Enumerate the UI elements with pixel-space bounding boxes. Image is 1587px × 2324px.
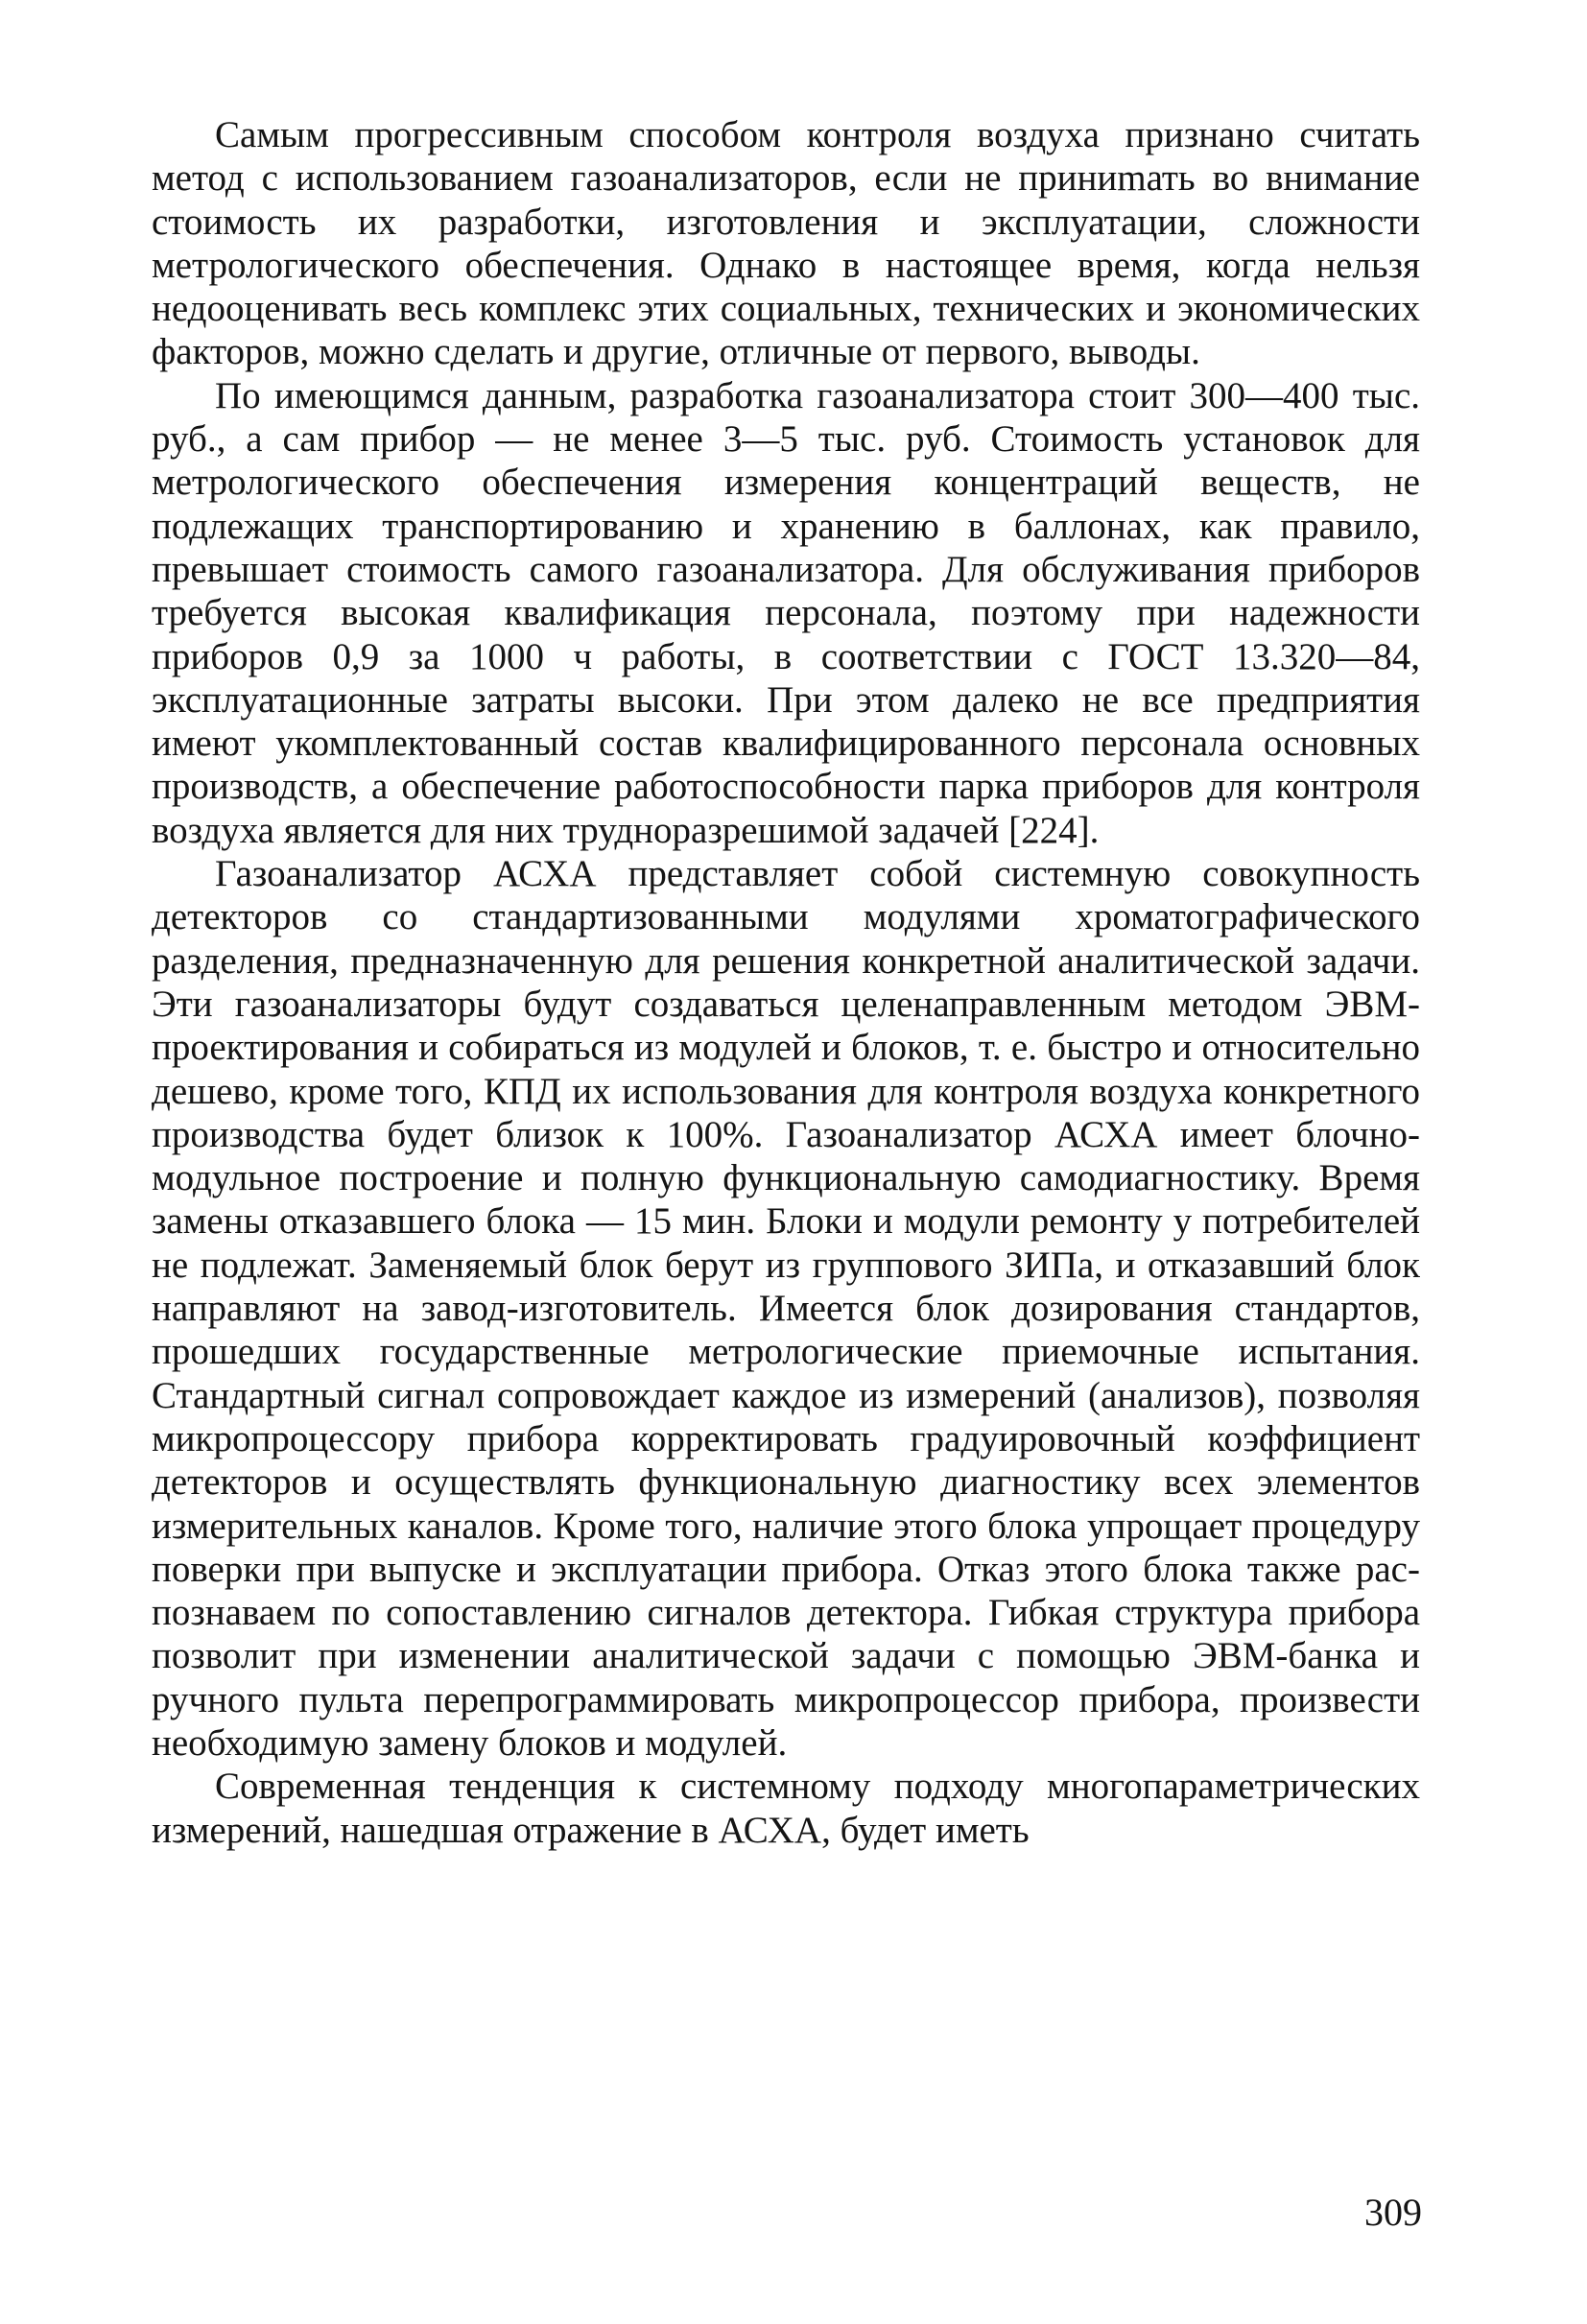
page-body: [152, 113, 1420, 1852]
paragraph-2: По имеющимся данным, разработка газоанализатора стоит 300—400 тыс. руб., а сам прибор — не менее 3—5 тыс. руб. Стоимость установок для метрологического обеспечения измерения концентраций веществ, не подлежащих транспортированию и хранению в баллонах, как правило, превышает стоимость самого газоанализатора. Для обслуживания приборов требуется высокая квалификация персонала, поэтому при надежности приборов 0,9 за 1000 ч работы, в соответствии с ГОСТ 13.320—84, эксплуатационные затраты высоки. При этом далеко не все предприятия имеют укомплектованный состав квалифицированного персонала основных производств, а обеспечение работоспособности парка приборов для контроля воздуха является для них трудноразрешимой задачей [224].: [152, 374, 1420, 851]
paragraph-3: Газоанализатор АСХА представляет собой системную совокупность детекторов со стандартизованными модулями хроматографического разделения, предназначенную для решения конкретной аналитической задачи. Эти газоанализаторы будут создаваться целенаправленным методом ЭВМ-проектирования и собираться из модулей и блоков, т. е. быстро и относительно дешево, кроме того, КПД их использования для контроля воздуха конкретного производства будет близок к 100%. Газоанализатор АСХА имеет блочно-модульное построение и полную функциональную самодиагностику. Время замены отказавшего блока — 15 мин. Блоки и модули ремонту у потребителей не подлежат. Заменяемый блок берут из группового ЗИПа, и отказавший блок направляют на завод-изготовитель. Имеется блок дозирования стандартов, прошедших государственные метрологические приемочные испытания. Стандартный сигнал сопровождает каждое из измерений (анализов), позволяя микропроцессору прибора корректировать градуировочный коэффициент детекторов и осуществлять функциональную диагностику всех элементов измерительных каналов. Кроме того, наличие этого блока упрощает процедуру поверки при выпуске и эксплуатации прибора. Отказ этого блока также распознаваем по сопоставлению сигналов детектора. Гибкая структура прибора позволит при изменении аналитической задачи с помощью ЭВМ-банка и ручного пульта перепрограммировать микропроцессор прибора, произвести необходимую замену блоков и модулей.: [152, 853, 1420, 1764]
paragraph-1: Самым прогрессивным способом контроля воздуха признано считать метод с использованием газоанализаторов, если не приниmать во внимание стоимость их разработки, изготовления и эксплуатации, сложности метрологического обеспечения. Однако в настоящее время, когда нельзя недооценивать весь комплекс этих социальных, технических и экономических факторов, можно сделать и другие, отличные от первого, выводы.: [152, 114, 1420, 373]
paragraph-4: Современная тенденция к системному подходу многопараметрических измерений, нашедшая отражение в АСХА, будет иметь: [152, 1766, 1420, 1851]
page-number: 309: [1364, 2191, 1422, 2234]
